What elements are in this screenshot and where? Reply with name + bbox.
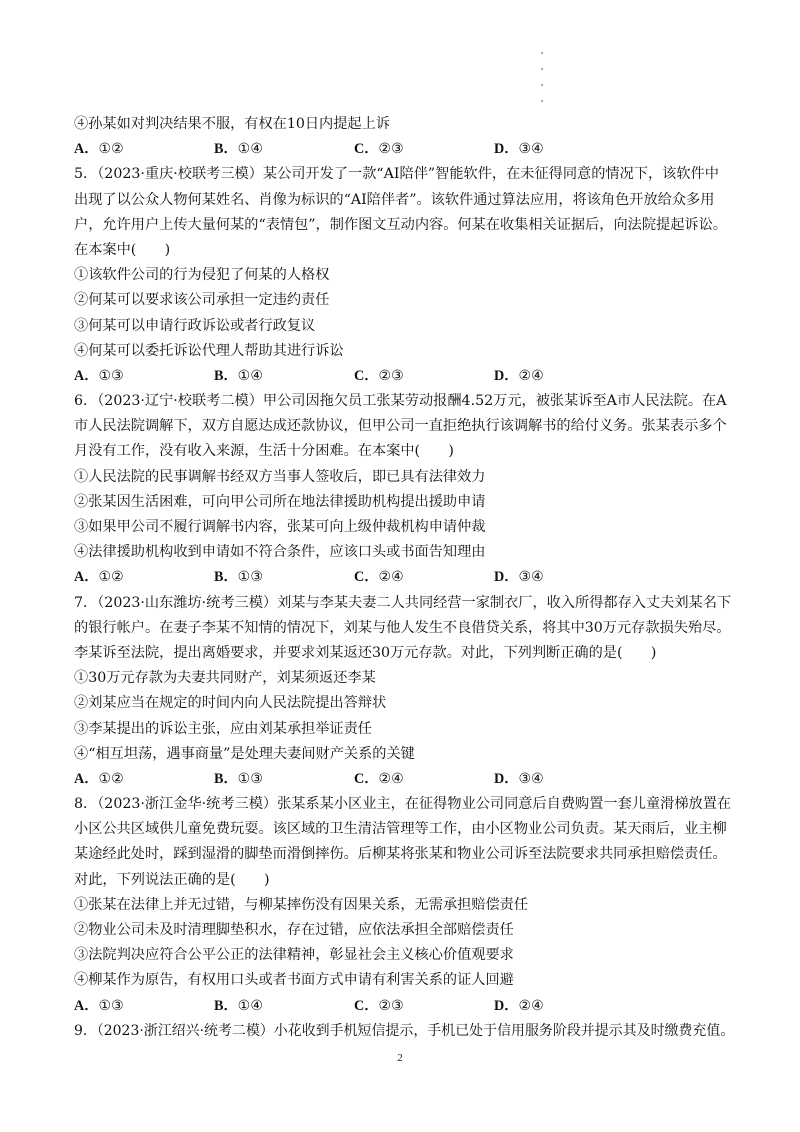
options-row [74,364,744,389]
statement-item: ③法院判决应符合公平公正的法律精神，彰显社会主义核心价值观要求 [74,947,514,964]
question-stem-line: 对此，下列说法正确的是( ) [74,871,270,888]
options-row [74,767,744,792]
statement-item: ②物业公司未及时清理脚垫积水，存在过错，应依法承担全部赔偿责任 [74,922,514,938]
statement-item: ④法律援助机构收到申请如不符合条件，应该口头或书面告知理由 [74,544,486,561]
options-row [74,994,744,1019]
option-d[interactable]: D．②④ [494,367,544,384]
option-c[interactable]: C．②③ [354,367,404,384]
option-c[interactable]: C．②③ [354,997,404,1014]
question-block [74,591,744,793]
option-b[interactable]: B．①④ [214,997,264,1014]
statement-item: ②张某因生活困难，可向甲公司所在地法律援助机构提出援助申请 [74,493,486,510]
item-line: ④孙某如对判决结果不服，有权在10日内提起上诉 [74,116,390,132]
question-stem-line: 市人民法院调解下，双方自愿达成还款协议，但甲公司一直拒绝执行该调解书的给付义务。张某表示多个 [74,418,727,435]
page-number: 2 [397,1052,403,1064]
option-a[interactable]: A．①② [74,141,124,158]
option-b[interactable]: B．①④ [214,367,264,384]
option-d[interactable]: D．③④ [494,770,544,787]
question-block [74,162,744,389]
question-block [74,389,744,591]
question-block [74,792,744,1019]
statement-item: ③李某提出的诉讼主张，应由刘某承担举证责任 [74,720,372,737]
option-a[interactable]: A．①② [74,569,124,586]
statement-item: ④何某可以委托诉讼代理人帮助其进行诉讼 [74,342,344,359]
question-stem-line: 6．（2023·辽宁·校联考二模）甲公司因拖欠员工张某劳动报酬4.52万元，被张某诉至A市人民法院。在A [74,393,727,410]
document-page [74,112,744,1044]
statement-item: ①人民法院的民事调解书经双方当事人签收后，即已具有法律效力 [74,468,486,485]
option-a[interactable]: A．①③ [74,367,124,384]
question-stem-line: 9．（2023·浙江绍兴·统考二模）小花收到手机短信提示，手机已处于信用服务阶段并提示其及时缴费充值。 [74,1022,735,1039]
option-a[interactable]: A．①③ [74,997,124,1014]
statement-item: ②何某可以要求该公司承担一定违约责任 [74,292,330,309]
question-stem-line: 7．（2023·山东潍坊·统考三模）刘某与李某夫妻二人共同经营一家制衣厂，收入所得都存入丈夫刘某名下 [74,594,732,611]
option-c[interactable]: C．②④ [354,569,404,586]
option-c[interactable]: C．②④ [354,770,404,787]
margin-dots [541,52,547,116]
statement-item: ①30万元存款为夫妻共同财产，刘某须返还李某 [74,670,376,687]
statement-item: ②刘某应当在规定的时间内向人民法院提出答辩状 [74,695,387,712]
option-a[interactable]: A．①② [74,770,124,787]
statement-item: ①该软件公司的行为侵犯了何某的人格权 [74,267,330,284]
options-row [74,137,744,162]
question-stem-line: 李某诉至法院，提出离婚要求，并要求刘某返还30万元存款。对此，下列判断正确的是( ) [74,644,657,661]
question-stem-line: 出现了以公众人物何某姓名、肖像为标识的“AI陪伴者”。该软件通过算法应用，将该角色开放给众多用 [74,191,715,208]
statement-item: ③如果甲公司不履行调解书内容，张某可向上级仲裁机构申请仲裁 [74,519,486,535]
question-stem-line: 小区公共区域供儿童免费玩耍。该区域的卫生清洁管理等工作，由小区物业公司负责。某天雨后，业主柳 [74,821,727,838]
statement-item: ④“相互坦荡，遇事商量”是处理夫妻间财产关系的关键 [74,745,415,762]
question-stem-line: 5．（2023·重庆·校联考三模）某公司开发了一款“AI陪伴”智能软件，在未征得同意的情况下，该软件中 [74,166,719,183]
question-stem-line: 某途经此处时，踩到湿滑的脚垫而滑倒摔伤。后柳某将张某和物业公司诉至法院要求共同承担赔偿责任。 [74,846,727,863]
option-d[interactable]: D．②④ [494,997,544,1014]
option-d[interactable]: D．③④ [494,141,544,158]
option-c[interactable]: C．②③ [354,141,404,158]
question-stem-line: 月没有工作，没有收入来源，生活十分困难。在本案中( ) [74,443,454,460]
question-stem-line: 在本案中( ) [74,241,171,258]
question-stem-line: 的银行帐户。在妻子李某不知情的情况下，刘某与他人发生不良借贷关系，将其中30万元存款损失殆尽。 [74,619,731,636]
option-d[interactable]: D．③④ [494,569,544,586]
options-row [74,565,744,590]
statement-item: ④柳某作为原告，有权用口头或者书面方式申请有利害关系的证人回避 [74,972,514,989]
statement-item: ①张某在法律上并无过错，与柳某摔伤没有因果关系，无需承担赔偿责任 [74,896,529,913]
statement-item: ③何某可以申请行政诉讼或者行政复议 [74,317,316,334]
option-b[interactable]: B．①③ [214,569,264,586]
question-stem-line: 户，允许用户上传大量何某的“表情包”，制作图文互动内容。何某在收集相关证据后，向法院提起诉讼。 [74,216,727,233]
option-b[interactable]: B．①③ [214,770,264,787]
question-stem-line: 8．（2023·浙江金华·统考三模）张某系某小区业主，在征得物业公司同意后自费购置一套儿童滑梯放置在 [74,796,732,813]
option-b[interactable]: B．①④ [214,141,264,158]
